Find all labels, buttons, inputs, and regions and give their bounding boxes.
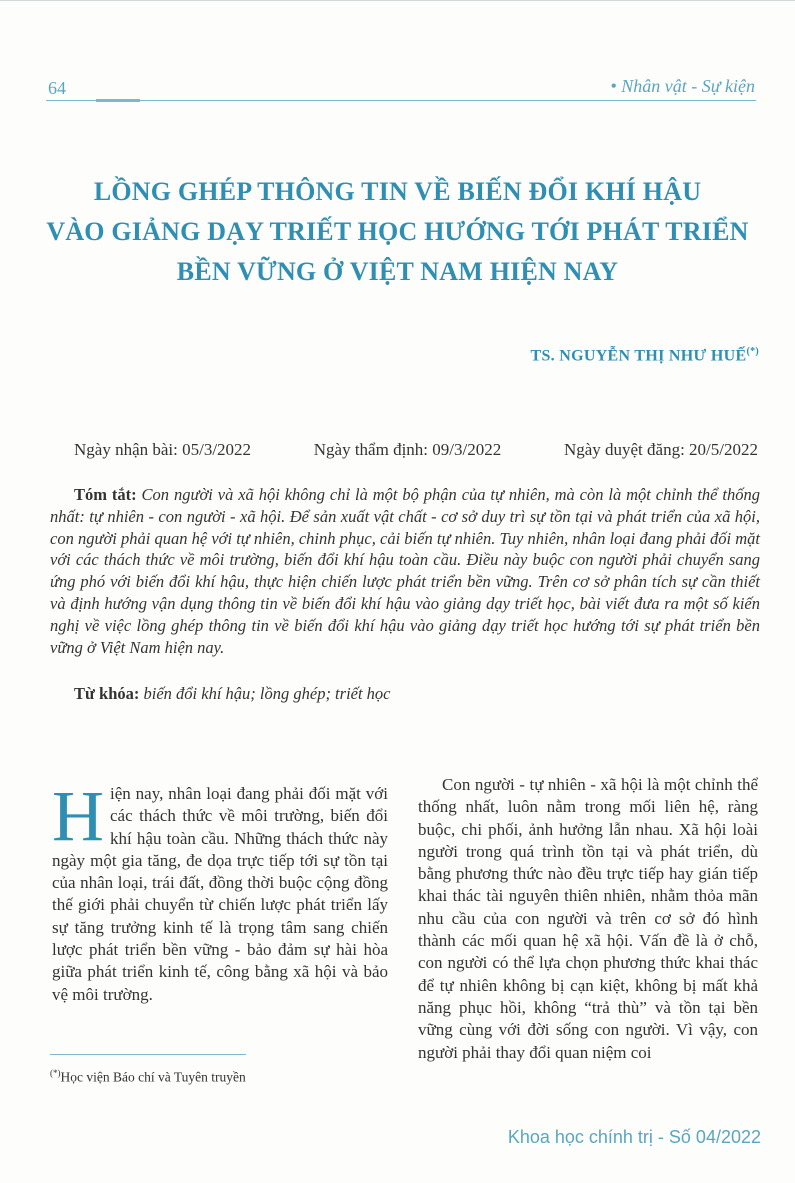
title-line-2: VÀO GIẢNG DẠY TRIẾT HỌC HƯỚNG TỚI PHÁT TRIỂN xyxy=(46,217,749,246)
author-byline xyxy=(530,346,759,365)
abstract xyxy=(50,484,760,658)
date-reviewed: Ngày thẩm định: 09/3/2022 xyxy=(313,440,502,459)
footnote-text: Học viện Báo chí và Tuyên truyền xyxy=(60,1069,246,1085)
journal-footer: Khoa học chính trị - Số 04/2022 xyxy=(507,1127,761,1147)
body-column-left xyxy=(52,776,388,1006)
page-number: 64 xyxy=(48,78,66,98)
body-column-right xyxy=(418,774,758,1064)
footnote-mark: (*) xyxy=(50,1068,61,1078)
date-received: Ngày nhận bài: 05/3/2022 xyxy=(74,440,252,459)
header-divider xyxy=(46,100,756,101)
body-right-text: Con người - tự nhiên - xã hội là một chỉnh thể thống nhất, luôn nằm trong mối liên hệ, ràng buộc, chi phối, ảnh hưởng lẫn nhau. Xã hội loài người trong quá trình tồn tại và phát triển, dù bằng phương thức nào đều trực tiếp hay gián tiếp khai thác tài nguyên thiên nhiên, nhằm thỏa mãn nhu cầu của con người và trên cơ sở đó hình thành các mối quan hệ xã hội. Vấn đề là ở chỗ, con người có thể lựa chọn phương thức khai thác để tự nhiên không bị cạn kiệt, không bị mất khả năng phục hồi, không “trả thù” và tồn tại bền vững cùng với đời sống con người. Vì vậy, con người phải thay đổi quan niệm coi xyxy=(418,775,758,1062)
abstract-text: Con người và xã hội không chỉ là một bộ phận của tự nhiên, mà còn là một chỉnh thể thống nhất: tự nhiên - con người - xã hội. Để sản xuất vật chất - cơ sở duy trì sự tồn tại và phát triển của xã hội, con người phải quan hệ với tự nhiên, chinh phục, cải biến tự nhiên. Tuy nhiên, nhân loại đang phải đối mặt với các thách thức về môi trường, biến đổi khí hậu toàn cầu. Điều này buộc con người phải chuyển sang ứng phó với biến đổi khí hậu, thực hiện chiến lược phát triển bền vững. Trên cơ sở phân tích sự cần thiết và định hướng vận dụng thông tin về biến đổi khí hậu vào giảng dạy triết học, bài viết đưa ra một số kiến nghị về việc lồng ghép thông tin về biến đổi khí hậu vào giảng dạy triết học hướng tới sự phát triển bền vững ở Việt Nam hiện nay. xyxy=(50,485,760,657)
page-top-border xyxy=(0,0,795,9)
title-line-3: BỀN VỮNG Ở VIỆT NAM HIỆN NAY xyxy=(176,257,619,286)
keywords-text: biến đổi khí hậu; lồng ghép; triết học xyxy=(143,684,391,703)
article-dates xyxy=(74,440,758,460)
header-accent-bar xyxy=(96,99,140,102)
title-line-1: LỒNG GHÉP THÔNG TIN VỀ BIẾN ĐỔI KHÍ HẬU xyxy=(93,177,702,206)
author-name: TS. NGUYỄN THỊ NHƯ HUẾ xyxy=(530,347,747,365)
footnote xyxy=(50,1068,246,1086)
keywords-label: Từ khóa: xyxy=(74,684,140,703)
keywords xyxy=(74,684,391,704)
date-approved: Ngày duyệt đăng: 20/5/2022 xyxy=(563,440,758,459)
footnote-divider xyxy=(50,1054,246,1055)
article-title xyxy=(40,172,755,292)
body-left-text: iện nay, nhân loại đang phải đối mặt với các thách thức về môi trường, biến đổi khí hậu toàn cầu. Những thách thức này ngày một gia tăng, đe dọa trực tiếp tới sự tồn tại của nhân loại, trái đất, đồng thời buộc cộng đồng thế giới phải chuyển từ chiến lược phát triển lấy sự tăng trưởng kinh tế là trọng tâm sang chiến lược phát triển bền vững - bảo đảm sự hài hòa giữa phát triển kinh tế, công bằng xã hội và bảo vệ môi trường. xyxy=(52,784,388,1004)
author-footnote-mark: (*) xyxy=(746,346,759,357)
section-name: • Nhân vật - Sự kiện xyxy=(610,76,755,96)
drop-cap: H xyxy=(52,776,104,856)
abstract-label: Tóm tắt: xyxy=(74,485,137,504)
